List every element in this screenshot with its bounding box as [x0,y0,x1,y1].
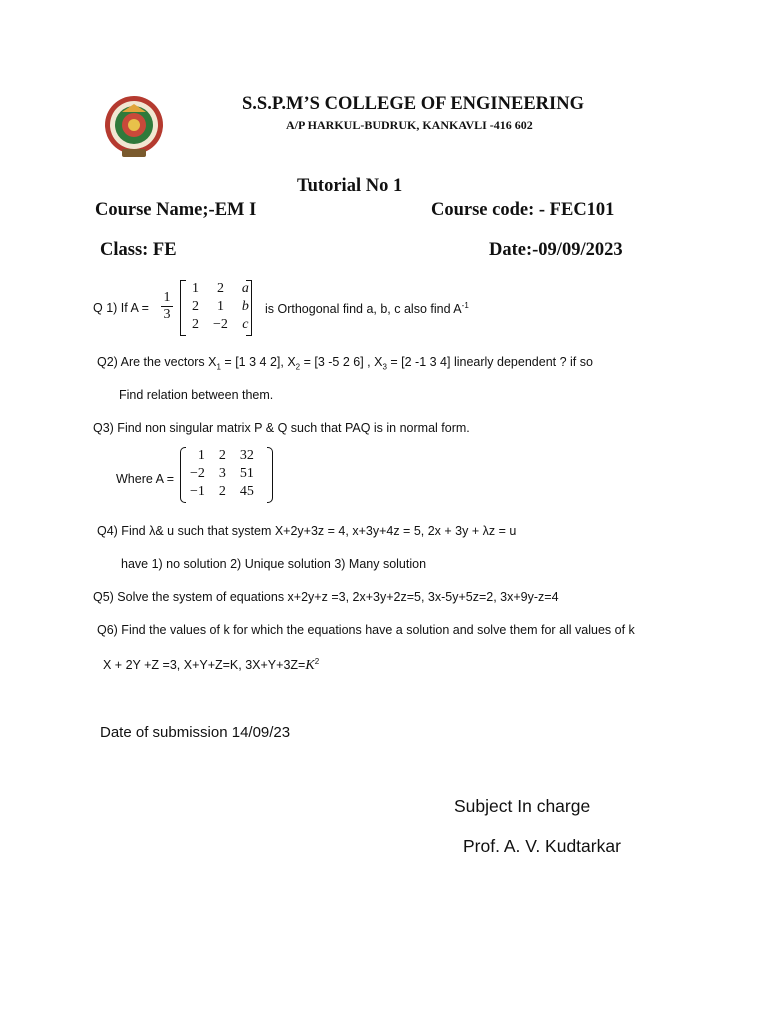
course-name: Course Name;-EM I [95,200,257,220]
q5-line: Q5) Solve the system of equations x+2y+z =3, 2x+3y+2z=5, 3x-5y+5z=2, 3x+9y-z=4 [93,590,559,604]
q1-suffix [265,301,469,316]
matrix-row [183,447,261,465]
matrix-cell: 45 [239,484,254,499]
date-label: Date:-09/09/2023 [489,240,623,260]
q2-line1 [97,355,593,372]
matrix-cell: 1 [197,448,205,463]
q1-suffix-text: is Orthogonal find a, b, c also find A [265,302,462,317]
q1-fraction [161,290,173,323]
matrix-cell: 2 [216,281,224,296]
matrix-cell: c [242,317,249,332]
matrix-cell: −2 [213,317,228,332]
matrix-cell: a [241,281,249,296]
q2-line2: Find relation between them. [119,388,274,402]
submission-date: Date of submission 14/09/23 [100,724,291,741]
matrix-cell: 2 [218,484,226,499]
q3-where: Where A = [116,472,175,486]
class-label: Class: FE [100,240,177,260]
q3-line1: Q3) Find non singular matrix P & Q such that PAQ is in normal form. [93,421,470,435]
q6-k-sup: 2 [314,657,320,666]
q2-text-a: Q2) Are the vectors X [97,355,217,369]
matrix-cell: b [241,299,249,314]
q2-text-c: = [3 -5 2 6] , X [300,355,383,369]
q6-line1: Q6) Find the values of k for which the equations have a solution and solve them for all values of k [97,623,635,637]
matrix-cell: 2 [192,317,199,332]
q2-text-d: = [2 -1 3 4] linearly dependent ? if so [386,355,593,369]
q1-matrix [180,280,256,334]
q1-prefix: Q 1) If A = [93,301,149,315]
college-name: S.S.P.M’S COLLEGE OF ENGINEERING [242,94,584,114]
course-code: Course code: - FEC101 [431,200,615,220]
matrix-cell: 32 [239,448,254,463]
q2-sub-2: 2 [295,362,301,372]
q4-line1: Q4) Find λ& u such that system X+2y+3z = 4, x+3y+4z = 5, 2x + 3y + λz = u [97,524,517,538]
q2-sub-3: 3 [382,362,387,372]
tutorial-title: Tutorial No 1 [297,176,403,196]
q2-text-b: = [1 3 4 2], X [220,355,296,369]
matrix-row [183,465,261,483]
q1-fraction-denominator: 3 [163,307,171,322]
matrix-cell: 2 [218,448,226,463]
q6-line2 [103,657,319,674]
college-address: A/P HARKUL-BUDRUK, KANKAVLI -416 602 [286,118,533,132]
college-logo [100,94,168,160]
q6-equations: X + 2Y +Z =3, X+Y+Z=K, 3X+Y+3Z= [103,658,306,673]
q1-suffix-sup: -1 [461,301,469,310]
matrix-row [183,483,261,501]
q4-line2: have 1) no solution 2) Unique solution 3) Many solution [121,557,427,571]
q3-matrix [180,447,261,501]
matrix-cell: 2 [192,299,199,314]
matrix-cell: −2 [190,466,205,481]
matrix-cell: 3 [218,466,226,481]
matrix-cell: 51 [239,466,254,481]
q2-sub-1: 1 [216,362,221,372]
q6-k: K [305,658,315,674]
matrix-cell: 1 [192,281,199,296]
signature-name: Prof. A. V. Kudtarkar [463,836,621,856]
matrix-cell: −1 [190,484,205,499]
q1-fraction-numerator: 1 [161,290,173,307]
signature-role: Subject In charge [454,796,591,816]
matrix-cell: 1 [216,299,224,314]
